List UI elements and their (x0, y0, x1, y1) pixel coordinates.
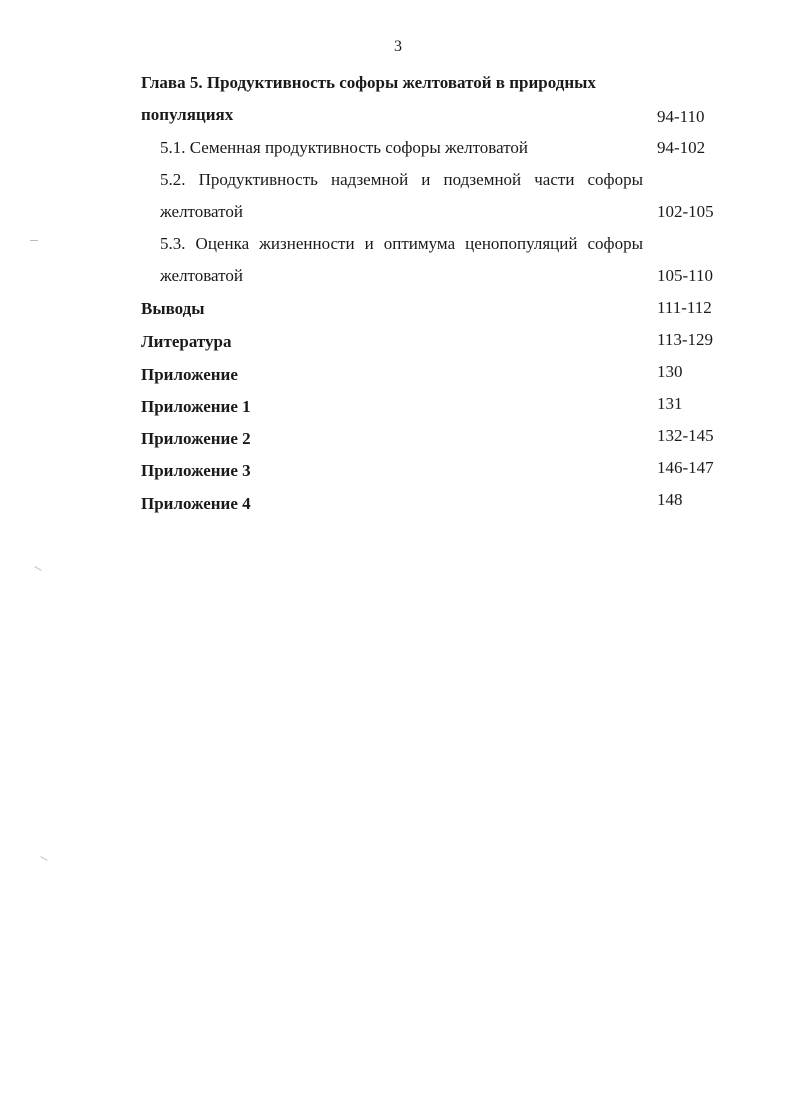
page-number: 3 (394, 38, 402, 55)
entry-appendix-3-pages: 146-147 (657, 458, 714, 477)
section-5-3-title-line1: 5.3. Оценка жизненности и оптимума ценопопуляций софоры (160, 234, 643, 253)
section-5-3-title-line2: желтоватой (160, 266, 243, 285)
entry-appendix-4-title: Приложение 4 (141, 494, 251, 513)
entry-appendix-3-title: Приложение 3 (141, 461, 251, 480)
entry-appendix-1-pages: 131 (657, 394, 683, 413)
section-5-3-pages: 105-110 (657, 266, 714, 285)
entry-literature-title: Литература (141, 332, 232, 351)
entry-literature-pages: 113-129 (657, 330, 714, 349)
chapter-pages: 94-110 (657, 107, 705, 126)
chapter-title-line1: Глава 5. Продуктивность софоры желтоватой в природных (141, 73, 596, 92)
entry-appendix-1-title: Приложение 1 (141, 397, 251, 416)
entry-appendix-4-pages: 148 (657, 490, 683, 509)
chapter-title-line2: популяциях (141, 105, 234, 124)
entry-appendix-pages: 130 (657, 362, 683, 381)
entry-conclusions-title: Выводы (141, 299, 205, 318)
section-5-1-pages: 94-102 (657, 138, 706, 157)
section-5-1-title: 5.1. Семенная продуктивность софоры желтоватой (160, 138, 528, 157)
entry-conclusions-pages: 111-112 (657, 298, 712, 317)
scan-speck (30, 240, 38, 241)
section-5-2-title-line2: желтоватой (160, 202, 243, 221)
section-5-2-pages: 102-105 (657, 202, 714, 221)
entry-appendix-2-pages: 132-145 (657, 426, 714, 445)
entry-appendix-2-title: Приложение 2 (141, 429, 251, 448)
entry-appendix-title: Приложение (141, 365, 238, 384)
section-5-2-title-line1: 5.2. Продуктивность надземной и подземной части софоры (160, 170, 643, 189)
